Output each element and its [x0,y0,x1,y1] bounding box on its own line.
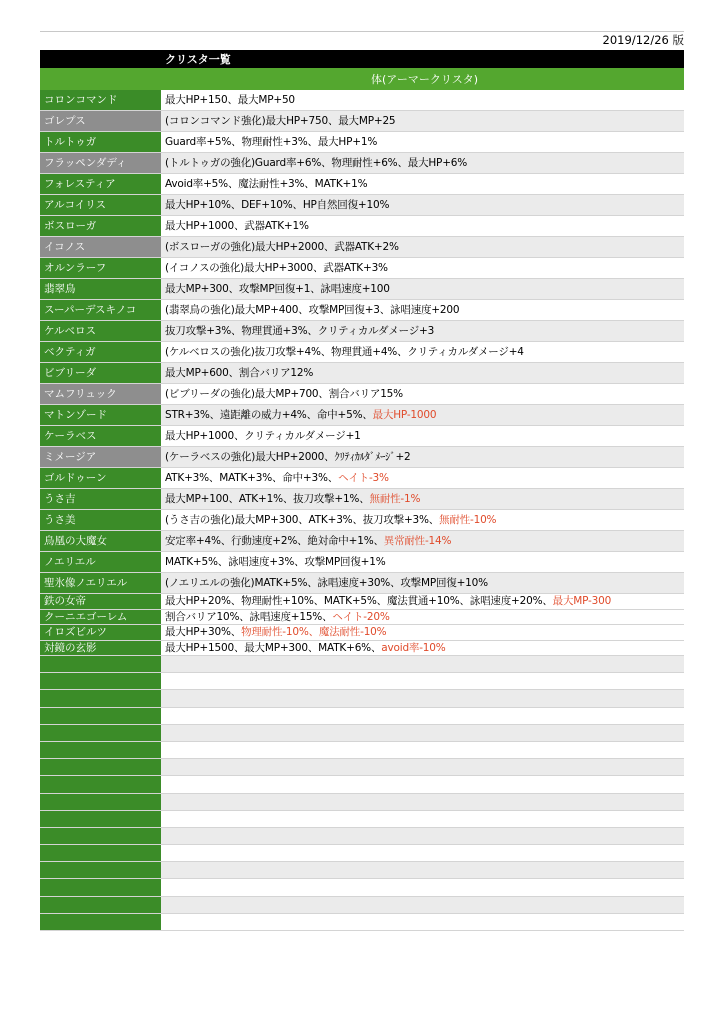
crysta-name: 鳥凰の大魔女 [40,531,161,552]
effect-text: (ビブリーダの強化)最大MP+700、割合バリア15% [165,387,403,400]
crysta-name: クーニエゴーレム [40,609,161,625]
table-row [40,342,684,363]
effect-text: 最大HP+1000、武器ATK+1% [165,219,309,232]
empty-row [40,776,684,793]
crysta-name: ゴルドゥーン [40,468,161,489]
empty-effect-cell [161,845,684,862]
crysta-name: ゴレプス [40,111,161,132]
crysta-effect [161,153,684,174]
crysta-name: フラッペンダディ [40,153,161,174]
effect-text: 最大MP+100、ATK+1%、抜刀攻撃+1%、 [165,492,370,505]
empty-row [40,759,684,776]
effect-text: Guard率+5%、物理耐性+3%、最大HP+1% [165,135,378,148]
effect-text: 最大HP+150、最大MP+50 [165,93,295,106]
effect-text: 安定率+4%、行動速度+2%、絶対命中+1%、 [165,534,384,547]
table-row [40,594,684,610]
table-row [40,195,684,216]
crysta-effect [161,258,684,279]
crysta-effect [161,489,684,510]
table-row [40,132,684,153]
crysta-name: ボスローガ [40,216,161,237]
crysta-effect [161,405,684,426]
effect-text: STR+3%、遠距離の威力+4%、命中+5%、 [165,408,373,421]
effect-text: 最大HP+1000、クリティカルダメージ+1 [165,429,361,442]
crysta-effect [161,384,684,405]
crysta-effect [161,216,684,237]
empty-row [40,707,684,724]
penalty-text: 無耐性-1% [369,492,421,505]
category-row [40,68,684,90]
crysta-name: マトンゾード [40,405,161,426]
empty-row [40,690,684,707]
effect-text: ATK+3%、MATK+3%、命中+3%、 [165,471,339,484]
crysta-effect [161,468,684,489]
empty-effect-cell [161,896,684,913]
table-row [40,573,684,594]
empty-row [40,913,684,930]
empty-name-cell [40,896,161,913]
crysta-effect [161,625,684,641]
empty-effect-cell [161,741,684,758]
table-row [40,321,684,342]
crysta-name: オルンラーフ [40,258,161,279]
crysta-name: うさ美 [40,510,161,531]
empty-effect-cell [161,793,684,810]
empty-row [40,896,684,913]
table-row [40,447,684,468]
effect-text: (うさ吉の強化)最大MP+300、ATK+3%、抜刀攻撃+3%、 [165,513,440,526]
blank-cell [40,68,161,90]
table-row [40,363,684,384]
table-row [40,625,684,641]
crysta-name: 翡翠鳥 [40,279,161,300]
crysta-name: イコノス [40,237,161,258]
table-row [40,510,684,531]
effect-text: 割合バリア10%、詠唱速度+15%、 [165,610,333,623]
crysta-effect [161,132,684,153]
penalty-text: ヘイト-3% [338,471,389,484]
empty-name-cell [40,690,161,707]
table-row [40,640,684,656]
effect-text: 最大MP+600、割合バリア12% [165,366,314,379]
crysta-effect [161,321,684,342]
empty-effect-cell [161,827,684,844]
table-row [40,609,684,625]
table-row [40,405,684,426]
empty-name-cell [40,776,161,793]
empty-effect-cell [161,656,684,673]
crysta-name: ケーラベス [40,426,161,447]
empty-effect-cell [161,913,684,930]
crysta-name: コロンコマンド [40,90,161,111]
date-row [40,32,684,51]
empty-name-cell [40,827,161,844]
crysta-name: アルコイリス [40,195,161,216]
empty-effect-cell [161,879,684,896]
crysta-effect [161,300,684,321]
table-row [40,300,684,321]
crysta-effect [161,342,684,363]
penalty-text: ヘイト-20% [332,610,390,623]
effect-text: (トルトゥガの強化)Guard率+6%、物理耐性+6%、最大HP+6% [165,156,468,169]
table-row [40,468,684,489]
empty-name-cell [40,913,161,930]
empty-row [40,724,684,741]
empty-name-cell [40,656,161,673]
crysta-effect [161,195,684,216]
table-row [40,237,684,258]
empty-row [40,879,684,896]
crysta-name: マムフリュック [40,384,161,405]
table-row [40,531,684,552]
sheet-title: クリスタ一覧 [161,50,684,68]
effect-text: (ケーラベスの強化)最大HP+2000、ｸﾘﾃｨｶﾙﾀﾞﾒｰｼﾞ+2 [165,450,411,463]
empty-effect-cell [161,776,684,793]
effect-text: 最大HP+10%、DEF+10%、HP自然回復+10% [165,198,390,211]
effect-text: 最大MP+300、攻撃MP回復+1、詠唱速度+100 [165,282,390,295]
empty-effect-cell [161,862,684,879]
penalty-text: 無耐性-10% [439,513,497,526]
empty-name-cell [40,879,161,896]
blank-cell [40,50,161,68]
crysta-name: ミメージア [40,447,161,468]
effect-text: (イコノスの強化)最大HP+3000、武器ATK+3% [165,261,388,274]
penalty-text: 最大MP-300 [552,595,612,607]
table-row [40,279,684,300]
effect-text: 抜刀攻撃+3%、物理貫通+3%、クリティカルダメージ+3 [165,324,435,337]
table-row [40,489,684,510]
empty-name-cell [40,759,161,776]
crysta-name: ベクティガ [40,342,161,363]
empty-effect-cell [161,724,684,741]
crysta-name: イロズビルツ [40,625,161,641]
empty-row [40,741,684,758]
table-row [40,384,684,405]
crysta-effect [161,237,684,258]
crysta-name: ノエリエル [40,552,161,573]
empty-name-cell [40,673,161,690]
empty-name-cell [40,862,161,879]
table-row [40,174,684,195]
effect-text: (翡翠鳥の強化)最大MP+400、攻撃MP回復+3、詠唱速度+200 [165,303,460,316]
crysta-name: フォレスティア [40,174,161,195]
empty-name-cell [40,741,161,758]
crysta-name: ケルベロス [40,321,161,342]
effect-text: (ボスローガの強化)最大HP+2000、武器ATK+2% [165,240,399,253]
crysta-effect [161,552,684,573]
version-date: 2019/12/26 版 [161,32,684,51]
penalty-text: 物理耐性-10%、魔法耐性-10% [241,626,387,638]
empty-effect-cell [161,759,684,776]
crysta-effect [161,279,684,300]
crysta-effect [161,594,684,610]
empty-row [40,845,684,862]
empty-name-cell [40,845,161,862]
table-row [40,258,684,279]
effect-text: (ケルベロスの強化)抜刀攻撃+4%、物理貫通+4%、クリティカルダメージ+4 [165,345,524,358]
crysta-effect [161,90,684,111]
empty-name-cell [40,810,161,827]
empty-row [40,673,684,690]
crysta-name: 聖氷像ノエリエル [40,573,161,594]
crysta-effect [161,531,684,552]
empty-effect-cell [161,810,684,827]
crysta-name: ビブリーダ [40,363,161,384]
table-row [40,216,684,237]
empty-name-cell [40,724,161,741]
table-row [40,90,684,111]
category-title: 体(アーマークリスタ) [161,68,684,90]
crysta-name: 鉄の女帝 [40,594,161,610]
crysta-name: 対鏡の玄影 [40,640,161,656]
table-row [40,153,684,174]
crysta-effect [161,426,684,447]
crysta-effect [161,363,684,384]
effect-text: 最大HP+20%、物理耐性+10%、MATK+5%、魔法貫通+10%、詠唱速度+20%、 [165,595,553,607]
crysta-effect [161,510,684,531]
empty-row [40,862,684,879]
crysta-effect [161,573,684,594]
empty-name-cell [40,793,161,810]
effect-text: (ノエリエルの強化)MATK+5%、詠唱速度+30%、攻撃MP回復+10% [165,576,488,589]
penalty-text: avoid率-10% [381,641,446,654]
empty-effect-cell [161,707,684,724]
crysta-name: スーパーデスキノコ [40,300,161,321]
crysta-effect [161,174,684,195]
crysta-effect [161,640,684,656]
penalty-text: 最大HP-1000 [372,408,437,421]
effect-text: Avoid率+5%、魔法耐性+3%、MATK+1% [165,177,368,190]
penalty-text: 異常耐性-14% [383,534,452,547]
crysta-effect [161,447,684,468]
empty-effect-cell [161,673,684,690]
crysta-effect [161,609,684,625]
effect-text: MATK+5%、詠唱速度+3%、攻撃MP回復+1% [165,555,386,568]
blank-cell [40,32,161,51]
table-row [40,426,684,447]
table-row [40,111,684,132]
table-row [40,552,684,573]
crysta-name: トルトゥガ [40,132,161,153]
crysta-name: うさ吉 [40,489,161,510]
crysta-effect [161,111,684,132]
empty-row [40,810,684,827]
effect-text: 最大HP+30%、 [165,626,242,638]
title-row [40,50,684,68]
effect-text: (コロンコマンド強化)最大HP+750、最大MP+25 [165,114,396,127]
crysta-sheet [40,31,684,931]
empty-effect-cell [161,690,684,707]
effect-text: 最大HP+1500、最大MP+300、MATK+6%、 [165,641,382,654]
empty-row [40,656,684,673]
empty-row [40,827,684,844]
empty-row [40,793,684,810]
empty-name-cell [40,707,161,724]
